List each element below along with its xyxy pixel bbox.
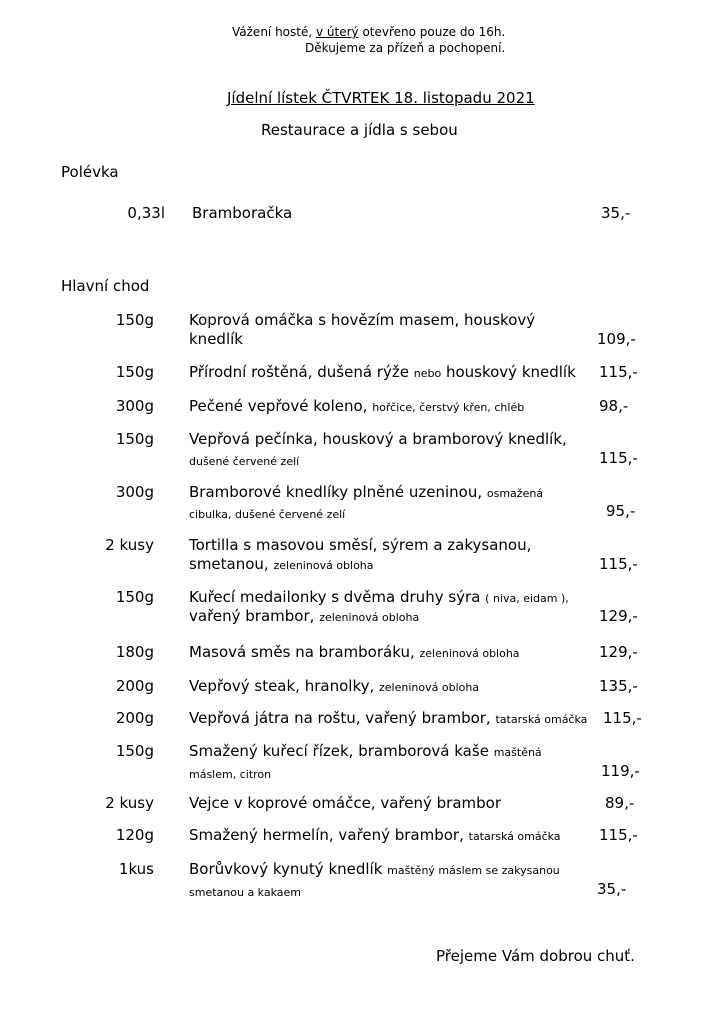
notice-text-end: otevřeno pouze do 16h. [358,25,506,39]
item-qty: 150g [115,363,154,381]
item-name: Vepřová pečínka, houskový a bramborový knedlík, [189,430,567,448]
item-price: 129,- [599,643,638,661]
item-name-cont: vařený brambor, zeleninová obloha [189,607,420,625]
menu-title: Jídelní lístek ČTVRTEK 18. listopadu 2021 [227,89,535,107]
item-qty: 120g [115,826,154,844]
item-qty: 200g [115,709,154,727]
item-qty: 2 kusy [105,536,154,554]
item-name: Koprová omáčka s hovězím masem, houskový [189,311,536,329]
item-qty: 150g [115,430,154,448]
item-name: Masová směs na bramboráku, zeleninová obloha [189,643,520,661]
item-qty: 0,33l [127,204,165,222]
item-name-cont: smetanou, zeleninová obloha [189,555,374,573]
item-price: 89,- [605,794,635,812]
item-price: 115,- [603,709,642,727]
item-price: 115,- [599,363,638,381]
item-qty: 300g [115,397,154,415]
item-qty: 200g [115,677,154,695]
item-price: 115,- [599,449,638,467]
item-name: Smažený kuřecí řízek, bramborová kaše maštěná [189,742,542,760]
notice-day: v úterý [315,25,359,39]
item-name: Vepřová játra na roštu, vařený brambor, tatarská omáčka [189,709,588,727]
item-price: 115,- [599,555,638,573]
item-name: Přírodní roštěná, dušená rýže nebo houskový knedlík [189,363,576,381]
item-name-cont: knedlík [189,330,243,348]
item-qty: 150g [115,742,154,760]
item-qty: 180g [115,643,154,661]
item-price: 35,- [597,880,627,898]
item-name: Tortilla s masovou směsí, sýrem a zakysanou, [189,536,532,554]
item-name: Smažený hermelín, vařený brambor, tatarská omáčka [189,826,561,844]
item-name: Pečené vepřové koleno, hořčice, čerstvý křen, chléb [189,397,525,415]
item-name: Kuřecí medailonky s dvěma druhy sýra ( niva, eidam ), [189,588,569,606]
item-price: 119,- [601,762,640,780]
item-name-cont: dušené červené zelí [189,455,300,468]
section-heading-main: Hlavní chod [61,277,150,295]
item-price: 115,- [599,826,638,844]
item-price: 109,- [597,330,636,348]
menu-subtitle: Restaurace a jídla s sebou [261,121,458,139]
item-name-cont: máslem, citron [189,768,272,781]
item-qty: 2 kusy [105,794,154,812]
item-name-cont: smetanou a kakaem [189,886,301,899]
item-qty: 150g [115,588,154,606]
item-price: 95,- [606,502,636,520]
item-price: 35,- [601,204,631,222]
thanks-notice: Děkujeme za přízeň a pochopení. [305,41,506,55]
item-price: 98,- [599,397,629,415]
item-name: Bramboračka [192,204,293,222]
notice-text: Vážení hosté, [232,25,316,39]
item-name: Borůvkový kynutý knedlík maštěný máslem se zakysanou [189,860,560,878]
item-name: Bramborové knedlíky plněné uzeninou, osmažená [189,483,544,501]
item-name-cont: cibulka, dušené červené zelí [189,508,346,521]
item-price: 135,- [599,677,638,695]
item-qty: 150g [115,311,154,329]
item-price: 129,- [599,607,638,625]
section-heading-soup: Polévka [61,163,119,181]
item-name: Vepřový steak, hranolky, zeleninová obloha [189,677,480,695]
item-name: Vejce v koprové omáčce, vařený brambor [189,794,502,812]
opening-notice [232,25,505,39]
item-qty: 300g [115,483,154,501]
closing-wish: Přejeme Vám dobrou chuť. [436,947,635,965]
item-qty: 1kus [118,860,154,878]
